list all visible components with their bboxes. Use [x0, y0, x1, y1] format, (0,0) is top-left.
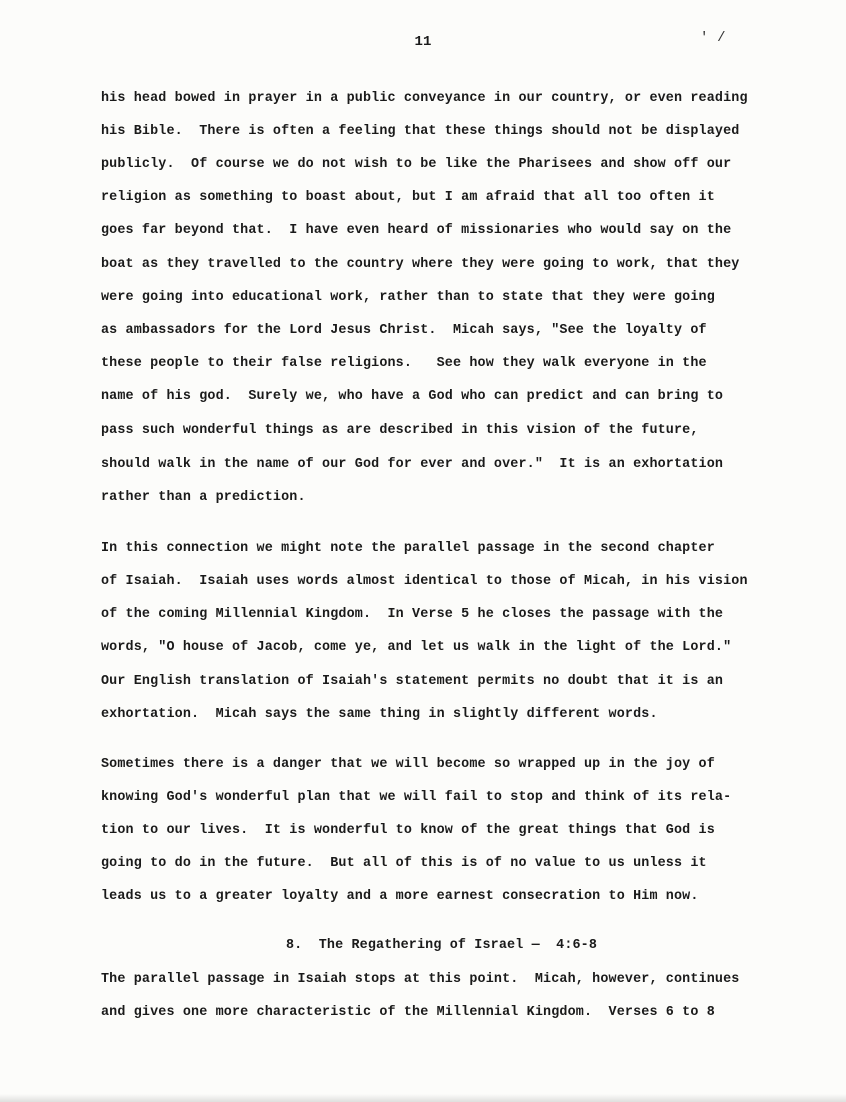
text-line: of Isaiah. Isaiah uses words almost identical to those of Micah, in his vision	[101, 574, 748, 589]
text-line: his Bible. There is often a feeling that these things should not be displayed	[101, 124, 740, 139]
text-line: rather than a prediction.	[101, 490, 306, 505]
text-line: knowing God's wonderful plan that we will fail to stop and think of its rela-	[101, 790, 732, 805]
text-line: religion as something to boast about, but I am afraid that all too often it	[101, 190, 715, 205]
text-line: were going into educational work, rather than to state that they were going	[101, 290, 715, 305]
section-heading: 8. The Regathering of Israel — 4:6-8	[286, 938, 598, 953]
text-line: of the coming Millennial Kingdom. In Verse 5 he closes the passage with the	[101, 607, 724, 622]
text-line: his head bowed in prayer in a public conveyance in our country, or even reading	[101, 91, 748, 106]
text-line: and gives one more characteristic of the Millennial Kingdom. Verses 6 to 8	[101, 1005, 715, 1020]
text-line: tion to our lives. It is wonderful to know of the great things that God is	[101, 823, 715, 838]
text-line: pass such wonderful things as are described in this vision of the future,	[101, 423, 699, 438]
handwritten-mark: ' /	[700, 30, 726, 46]
text-line: leads us to a greater loyalty and a more earnest consecration to Him now.	[101, 889, 699, 904]
text-line: as ambassadors for the Lord Jesus Christ. Micah says, "See the loyalty of	[101, 323, 707, 338]
text-line: Sometimes there is a danger that we will become so wrapped up in the joy of	[101, 757, 715, 772]
page-number: 11	[414, 34, 432, 50]
text-line: exhortation. Micah says the same thing in slightly different words.	[101, 707, 658, 722]
text-line: boat as they travelled to the country where they were going to work, that they	[101, 257, 740, 272]
text-line: The parallel passage in Isaiah stops at this point. Micah, however, continues	[101, 972, 740, 987]
text-line: name of his god. Surely we, who have a God who can predict and can bring to	[101, 389, 724, 404]
text-line: goes far beyond that. I have even heard of missionaries who would say on the	[101, 223, 732, 238]
text-line: going to do in the future. But all of this is of no value to us unless it	[101, 856, 707, 871]
scan-edge-shadow	[0, 1094, 846, 1102]
text-line: these people to their false religions. See how they walk everyone in the	[101, 356, 707, 371]
text-line: words, "O house of Jacob, come ye, and let us walk in the light of the Lord."	[101, 640, 732, 655]
text-line: publicly. Of course we do not wish to be like the Pharisees and show off our	[101, 157, 732, 172]
text-line: In this connection we might note the parallel passage in the second chapter	[101, 541, 715, 556]
text-line: Our English translation of Isaiah's statement permits no doubt that it is an	[101, 674, 724, 689]
text-line: should walk in the name of our God for ever and over." It is an exhortation	[101, 457, 724, 472]
